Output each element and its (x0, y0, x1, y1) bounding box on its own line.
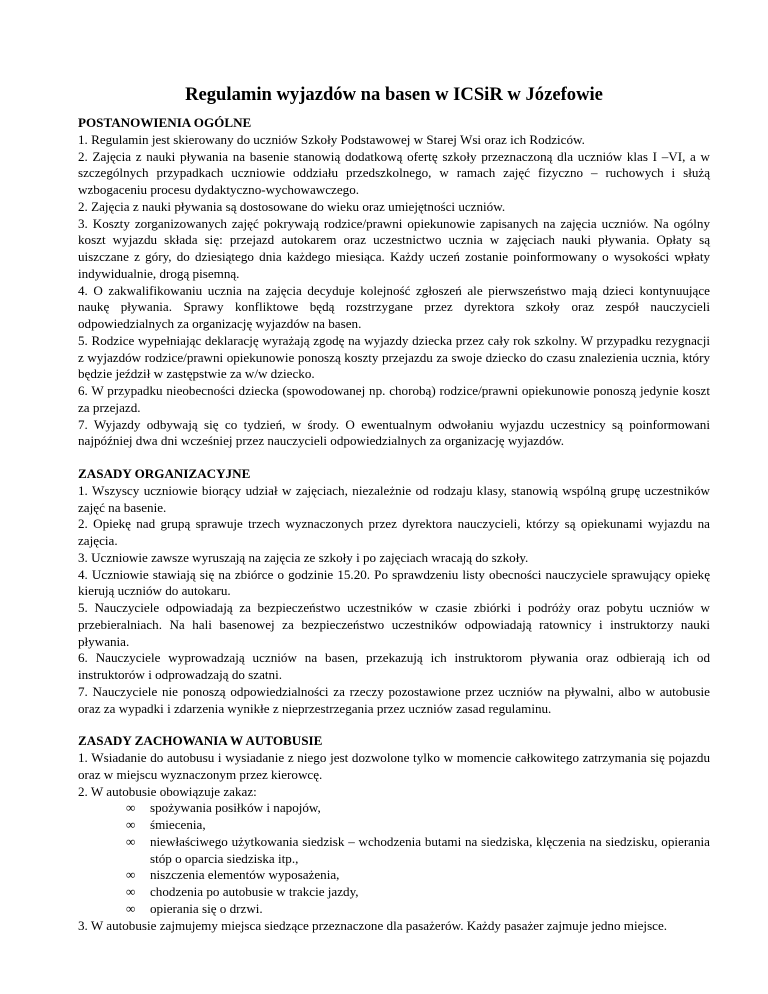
paragraph: 6. Nauczyciele wyprowadzają uczniów na basen, przekazują ich instruktorom pływania oraz odbierają ich od instruktorów i odprowadzają do szatni. (78, 650, 710, 682)
section-heading: POSTANOWIENIA OGÓLNE (78, 115, 252, 130)
prohibitions-list (78, 800, 710, 917)
paragraph: 5. Rodzice wypełniając deklarację wyrażają zgodę na wyjazdy dziecka przez cały rok szkolny. W przypadku rezygnacji z wyjazdów rodzice/prawni opiekunowie ponoszą koszty przejazdu za swoje dziecko do czasu znalezienia ucznia, który będzie jeździł w zastępstwie za w/w dziecko. (78, 332, 710, 382)
paragraph: 1. Wszyscy uczniowie biorący udział w zajęciach, niezależnie od rodzaju klasy, stanowią wspólną grupę uczestników zajęć na basenie. (78, 482, 710, 515)
list-item-text: chodzenia po autobusie w trakcie jazdy, (150, 884, 359, 899)
list-item (126, 834, 710, 868)
document-title: Regulamin wyjazdów na basen w ICSiR w Józefowie (185, 84, 603, 105)
section-heading: ZASADY ZACHOWANIA W AUTOBUSIE (78, 733, 323, 749)
infinity-bullet-icon: ∞ (126, 900, 136, 916)
infinity-bullet-icon: ∞ (126, 833, 136, 849)
list-item-text: śmiecenia, (150, 817, 206, 832)
list-item-text: spożywania posiłków i napojów, (150, 800, 321, 816)
document-page (78, 84, 710, 934)
infinity-bullet-icon: ∞ (126, 867, 136, 883)
list-item (126, 800, 710, 817)
list-item (126, 901, 710, 918)
section-heading: ZASADY ORGANIZACYJNE (78, 466, 251, 481)
section-general-provisions (78, 115, 710, 450)
list-item-text: niewłaściwego użytkowania siedzisk – wchodzenia butami na siedziska, klęczenia na siedzisku, opierania stóp o oparcia siedziska itp., (150, 833, 710, 866)
paragraph: 1. Regulamin jest skierowany do uczniów Szkoły Podstawowej w Starej Wsi oraz ich Rodziców. (78, 131, 585, 147)
paragraph: 2. Zajęcia z nauki pływania są dostosowane do wieku oraz umiejętności uczniów. (78, 198, 506, 214)
infinity-bullet-icon: ∞ (126, 800, 136, 816)
paragraph: 2. Opiekę nad grupą sprawuje trzech wyznaczonych przez dyrektora nauczycieli, którzy są opiekunami wyjazdu na zajęcia. (78, 516, 710, 548)
paragraph: 3. Koszty zorganizowanych zajęć pokrywają rodzice/prawni opiekunowie zapisanych na zajęcia uczniów. Na ogólny koszt wyjazdu składa się: przejazd autokarem oraz uczestnictwo ucznia w zajęciach nauki pływania. Opłaty są uiszczane z góry, do dziesiątego dnia każdego miesiąca. Każdy uczeń zostanie poinformowany o wysokości wpłaty indywidualnie, drogą pisemną. (78, 215, 710, 281)
paragraph: 4. Uczniowie stawiają się na zbiórce o godzinie 15.20. Po sprawdzeniu listy obecności nauczyciele sprawujący opiekę kierują uczniów do autokaru. (78, 566, 710, 599)
paragraph: 2. W autobusie obowiązuje zakaz: (78, 783, 257, 799)
list-item (126, 867, 710, 884)
list-item (126, 884, 710, 901)
list-item-text: opierania się o drzwi. (150, 900, 263, 916)
section-organizational-rules (78, 466, 710, 717)
paragraph: 3. Uczniowie zawsze wyruszają na zajęcia ze szkoły i po zajęciach wracają do szkoły. (78, 549, 529, 565)
infinity-bullet-icon: ∞ (126, 884, 136, 899)
list-item (126, 817, 710, 834)
paragraph: 4. O zakwalifikowaniu ucznia na zajęcia decyduje kolejność zgłoszeń ale pierwszeństwo mają dzieci kontynuujące naukę pływania. Sprawy konfliktowe będą rozstrzygane przez dyrektora szkoły oraz zespół nauczycieli odpowiedzialnych za organizację wyjazdów na basen. (78, 282, 710, 331)
paragraph: 7. Nauczyciele nie ponoszą odpowiedzialności za rzeczy pozostawione przez uczniów na pływalni, albo w autobusie oraz za wypadki i zdarzenia wynikłe z nieprzestrzegania przez uczniów zasad regulaminu. (78, 683, 710, 716)
paragraph: 7. Wyjazdy odbywają się co tydzień, w środy. O ewentualnym odwołaniu wyjazdu uczestnicy są poinformowani najpóźniej dwa dni wcześniej przez nauczycieli odpowiedzialnych za organizację wyjazdów. (78, 416, 710, 449)
paragraph: 3. W autobusie zajmujemy miejsca siedzące przeznaczone dla pasażerów. Każdy pasażer zajmuje jedno miejsce. (78, 917, 668, 933)
paragraph: 1. Wsiadanie do autobusu i wysiadanie z niego jest dozwolone tylko w momencie całkowitego zatrzymania się pojazdu oraz w miejscu wyznaczonym przez kierowcę. (78, 750, 710, 782)
paragraph: 5. Nauczyciele odpowiadają za bezpieczeństwo uczestników w czasie zbiórki i podróży oraz pobytu uczniów w przebieralniach. Na hali basenowej za bezpieczeństwo uczestników odpowiadają ratownicy i instruktorzy nauki pływania. (78, 600, 710, 649)
paragraph: 6. W przypadku nieobecności dziecka (spowodowanej np. chorobą) rodzice/prawni opiekunowie ponoszą jedynie koszt za przejazd. (78, 383, 710, 415)
list-item-text: niszczenia elementów wyposażenia, (150, 867, 340, 883)
infinity-bullet-icon: ∞ (126, 817, 136, 832)
paragraph: 2. Zajęcia z nauki pływania na basenie stanowią dodatkową ofertę szkoły przeznaczoną dla uczniów klas I –VI, a w szczególnych przypadkach uczniowie oddziału przedszkolnego, w ramach zajęć fizyczno – ruchowych i służą wzbogaceniu procesu dydaktyczno-wychowawczego. (78, 148, 710, 197)
section-bus-behavior-rules (78, 733, 710, 934)
